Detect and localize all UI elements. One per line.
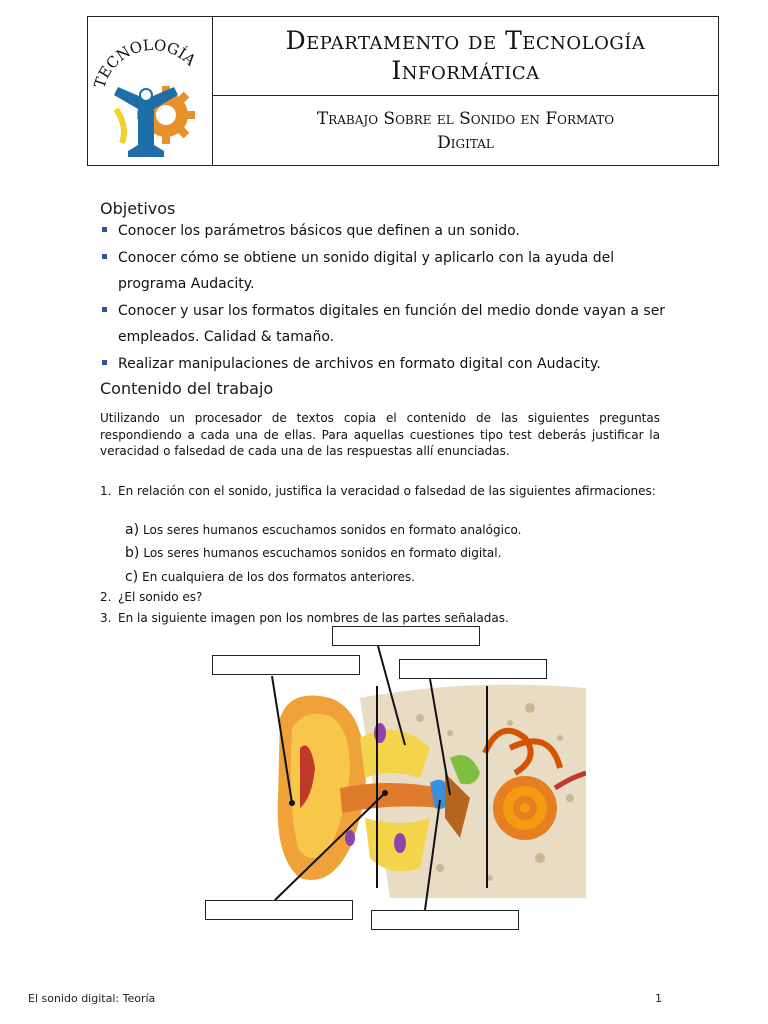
option-a xyxy=(125,522,521,538)
option-letter: c) xyxy=(125,569,139,585)
document-subtitle xyxy=(213,96,718,165)
option-letter: a) xyxy=(125,522,140,538)
ear-label-box[interactable] xyxy=(205,900,353,920)
question-2 xyxy=(100,589,660,605)
option-b xyxy=(125,545,501,561)
question-number: 2. xyxy=(100,590,112,604)
ear-label-box[interactable] xyxy=(399,659,547,679)
department-title xyxy=(213,17,718,96)
option-c xyxy=(125,569,415,585)
objective-item: Conocer los parámetros básicos que definen a un sonido. xyxy=(100,218,670,245)
objectives-list xyxy=(100,218,670,377)
objective-item: Conocer cómo se obtiene un sonido digital y aplicarlo con la ayuda del programa Audacity. xyxy=(100,245,670,298)
content-heading: Contenido del trabajo xyxy=(100,379,274,398)
objective-item: Conocer y usar los formatos digitales en función del medio donde vayan a ser empleados. Calidad & tamaño. xyxy=(100,298,670,351)
logo-text: TECNOLOGÍA xyxy=(90,35,200,91)
option-letter: b) xyxy=(125,545,140,561)
question-1 xyxy=(100,483,660,499)
question-number: 3. xyxy=(100,611,112,625)
header-table xyxy=(87,16,719,166)
question-text: En relación con el sonido, justifica la veracidad o falsedad de las siguientes afirmaciones: xyxy=(118,484,656,498)
question-text: En la siguiente imagen pon los nombres de las partes señaladas. xyxy=(118,611,509,625)
option-text: Los seres humanos escuchamos sonidos en formato analógico. xyxy=(143,523,522,537)
footer-title: El sonido digital: Teoría xyxy=(28,992,156,1005)
subtitle-line2: Digital xyxy=(437,132,494,153)
objective-item: Realizar manipulaciones de archivos en formato digital con Audacity. xyxy=(100,351,670,378)
subtitle-line1: Trabajo Sobre el Sonido en Formato xyxy=(316,108,615,129)
tecnologia-logo xyxy=(88,17,212,165)
ear-label-box[interactable] xyxy=(212,655,360,675)
svg-text:TECNOLOGÍA xyxy=(90,36,199,90)
ear-anatomy-illustration xyxy=(270,678,586,898)
objectives-heading: Objetivos xyxy=(100,199,176,218)
ear-label-box[interactable] xyxy=(371,910,519,930)
logo-cell xyxy=(88,17,213,165)
question-number: 1. xyxy=(100,484,112,498)
option-text: Los seres humanos escuchamos sonidos en formato digital. xyxy=(143,546,502,560)
intro-paragraph: Utilizando un procesador de textos copia el contenido de las siguientes preguntas respondiendo a cada una de ellas. Para aquellas cuestiones tipo test deberás justificar la veracidad o falsedad de cada una de las respuestas allí enunciadas. xyxy=(100,411,660,458)
question-text: ¿El sonido es? xyxy=(118,590,203,604)
question-3 xyxy=(100,610,660,626)
ear-label-box[interactable] xyxy=(332,626,480,646)
department-line1: Departamento de Tecnología xyxy=(285,26,646,55)
page-number: 1 xyxy=(655,992,662,1005)
department-line2: Informática xyxy=(391,56,540,85)
option-text: En cualquiera de los dos formatos anteriores. xyxy=(142,570,415,584)
